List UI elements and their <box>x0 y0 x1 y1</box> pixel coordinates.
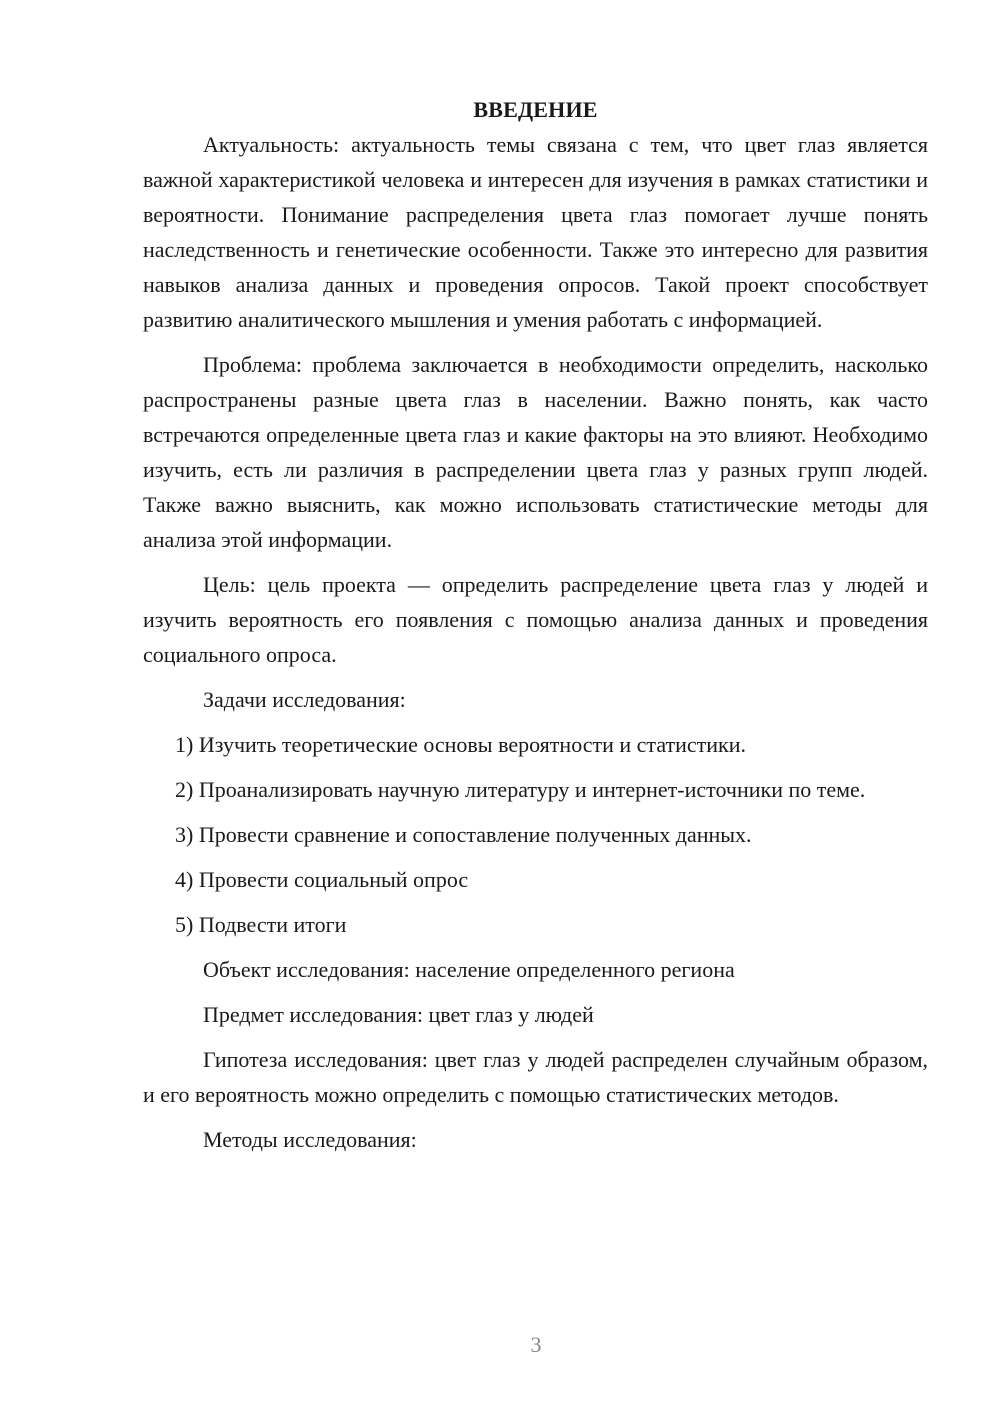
task-item-3: 3) Провести сравнение и сопоставление полученных данных. <box>175 822 752 847</box>
paragraph-hypothesis: Гипотеза исследования: цвет глаз у людей распределен случайным образом, и его вероятность можно определить с помощью статистических методов. <box>143 1047 928 1107</box>
task-item-2: 2) Проанализировать научную литературу и интернет-источники по теме. <box>175 777 866 802</box>
task-item-4: 4) Провести социальный опрос <box>175 867 469 892</box>
paragraph-relevance: Актуальность: актуальность темы связана с тем, что цвет глаз является важной характеристикой человека и интересен для изучения в рамках статистики и вероятности. Понимание распределения цвета глаз помогает лучше понять наследственность и генетические особенности. Также это интересно для развития навыков анализа данных и проведения опросов. Такой проект способствует развитию аналитического мышления и умения работать с информацией. <box>143 132 928 332</box>
methods-heading: Методы исследования: <box>203 1127 417 1152</box>
document-body <box>143 92 928 1157</box>
paragraph-problem: Проблема: проблема заключается в необходимости определить, насколько распространены разные цвета глаз в населении. Важно понять, как часто встречаются определенные цвета глаз и какие факторы на это влияют. Необходимо изучить, есть ли различия в распределении цвета глаз у разных групп людей. Также важно выяснить, как можно использовать статистические методы для анализа этой информации. <box>143 352 928 552</box>
paragraph-goal: Цель: цель проекта — определить распределение цвета глаз у людей и изучить вероятность его появления с помощью анализа данных и проведения социального опроса. <box>143 572 928 667</box>
task-item-1: 1) Изучить теоретические основы вероятности и статистики. <box>175 732 747 757</box>
paragraph-subject: Предмет исследования: цвет глаз у людей <box>203 1002 594 1027</box>
task-item-5: 5) Подвести итоги <box>175 912 347 937</box>
tasks-heading: Задачи исследования: <box>203 687 406 712</box>
paragraph-object: Объект исследования: население определенного региона <box>203 957 735 982</box>
page-number: 3 <box>530 1332 542 1357</box>
section-title: ВВЕДЕНИЕ <box>473 97 598 122</box>
